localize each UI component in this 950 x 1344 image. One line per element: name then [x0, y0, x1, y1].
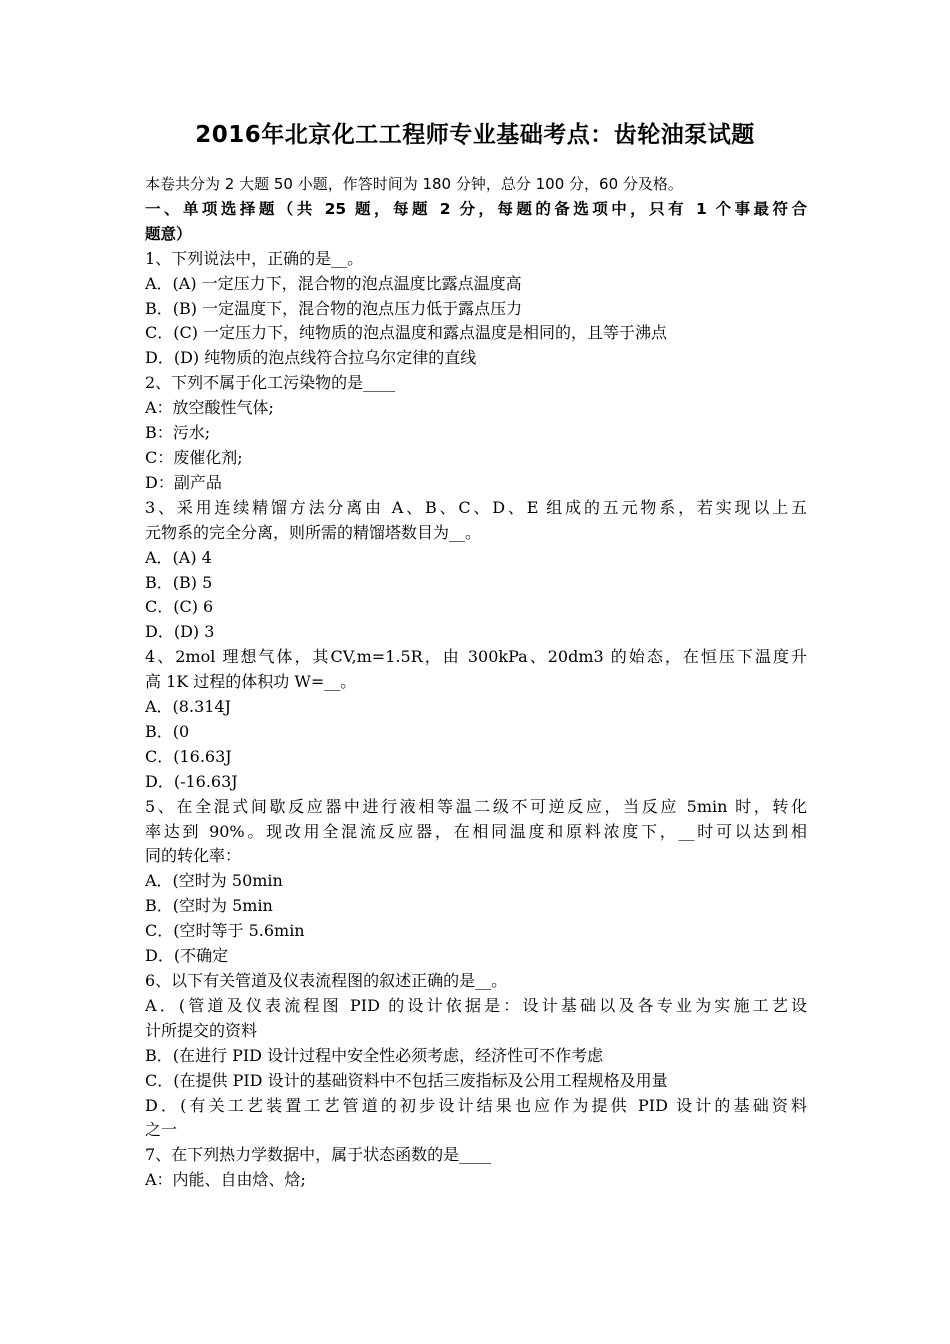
question-4-option-a: A．(8.314J	[145, 697, 232, 717]
question-1-option-b: B．(B) 一定温度下，混合物的泡点压力低于露点压力	[145, 298, 523, 318]
question-4-option-b: B．(0	[145, 721, 190, 741]
question-5-stem-cont: 率达到 90%。现改用全混流反应器，在相同温度和原料浓度下，__时可以达到相	[145, 821, 807, 841]
document-title: 2016年北京化工工程师专业基础考点：齿轮油泵试题	[195, 122, 755, 148]
question-2-option-c: C：废催化剂;	[145, 447, 243, 467]
question-4-option-c: C．(16.63J	[145, 746, 232, 766]
question-2-stem: 2、下列不属于化工污染物的是____	[145, 373, 396, 393]
question-3-option-d: D．(D) 3	[145, 622, 215, 642]
question-6-option-d: D．(有关工艺装置工艺管道的初步设计结果也应作为提供 PID 设计的基础资料	[145, 1095, 807, 1115]
question-3-stem-cont: 元物系的完全分离，则所需的精馏塔数目为__。	[145, 522, 482, 542]
question-4-stem: 4、2mol 理想气体，其CV,m=1.5R，由 300kPa、20dm3 的始态，在恒压下温度升	[145, 647, 807, 667]
question-6-option-c: C．(在提供 PID 设计的基础资料中不包括三废指标及公用工程规格及用量	[145, 1070, 668, 1090]
question-4-stem-cont: 高 1K 过程的体积功 W=__。	[145, 672, 357, 692]
question-3-stem: 3、采用连续精馏方法分离由 A、B、C、D、E 组成的五元物系，若实现以上五	[145, 497, 807, 517]
question-5-option-b: B．(空时为 5min	[145, 896, 273, 916]
question-7-option-a: A：内能、自由焓、焓;	[145, 1170, 306, 1190]
question-1-option-c: C．(C) 一定压力下，纯物质的泡点温度和露点温度是相同的，且等于沸点	[145, 323, 668, 343]
question-2-option-b: B：污水;	[145, 423, 211, 443]
section-heading-cont: 题意）	[145, 224, 192, 243]
question-5-option-a: A．(空时为 50min	[145, 871, 283, 891]
question-2-option-a: A：放空酸性气体;	[145, 398, 274, 418]
question-5-stem: 5、在全混式间歇反应器中进行液相等温二级不可逆反应，当反应 5min 时，转化	[145, 796, 807, 816]
question-6-stem: 6、以下有关管道及仪表流程图的叙述正确的是__。	[145, 971, 508, 990]
question-6-option-b: B．(在进行 PID 设计过程中安全性必须考虑，经济性可不作考虑	[145, 1045, 604, 1065]
question-1-option-d: D．(D) 纯物质的泡点线符合拉乌尔定律的直线	[145, 348, 477, 368]
question-3-option-a: A．(A) 4	[145, 547, 212, 567]
question-6-option-a: A．(管道及仪表流程图 PID 的设计依据是：设计基础以及各专业为实施工艺设	[145, 995, 807, 1015]
question-4-option-d: D．(-16.63J	[145, 771, 238, 791]
exam-intro: 本卷共分为 2 大题 50 小题，作答时间为 180 分钟，总分 100 分，60 分及格。	[145, 175, 683, 193]
question-1-stem: 1、下列说法中，正确的是__。	[145, 248, 364, 268]
question-5-stem-end: 同的转化率：	[145, 846, 242, 866]
question-7-stem: 7、在下列热力学数据中，属于状态函数的是____	[145, 1145, 492, 1165]
question-2-option-d: D：副产品	[145, 472, 222, 492]
question-6-option-a-cont: 计所提交的资料	[145, 1020, 258, 1040]
question-3-option-b: B．(B) 5	[145, 572, 213, 592]
section-heading: 一、单项选择题（共 25 题，每题 2 分，每题的备选项中，只有 1 个事最符合	[145, 199, 807, 218]
question-3-option-c: C．(C) 6	[145, 597, 214, 617]
question-6-option-d-cont: 之一	[145, 1120, 178, 1140]
document-body	[145, 172, 807, 1193]
question-5-option-d: D．(不确定	[145, 946, 229, 966]
question-5-option-c: C．(空时等于 5.6min	[145, 921, 305, 941]
question-1-option-a: A．(A) 一定压力下，混合物的泡点温度比露点温度高	[145, 273, 522, 293]
